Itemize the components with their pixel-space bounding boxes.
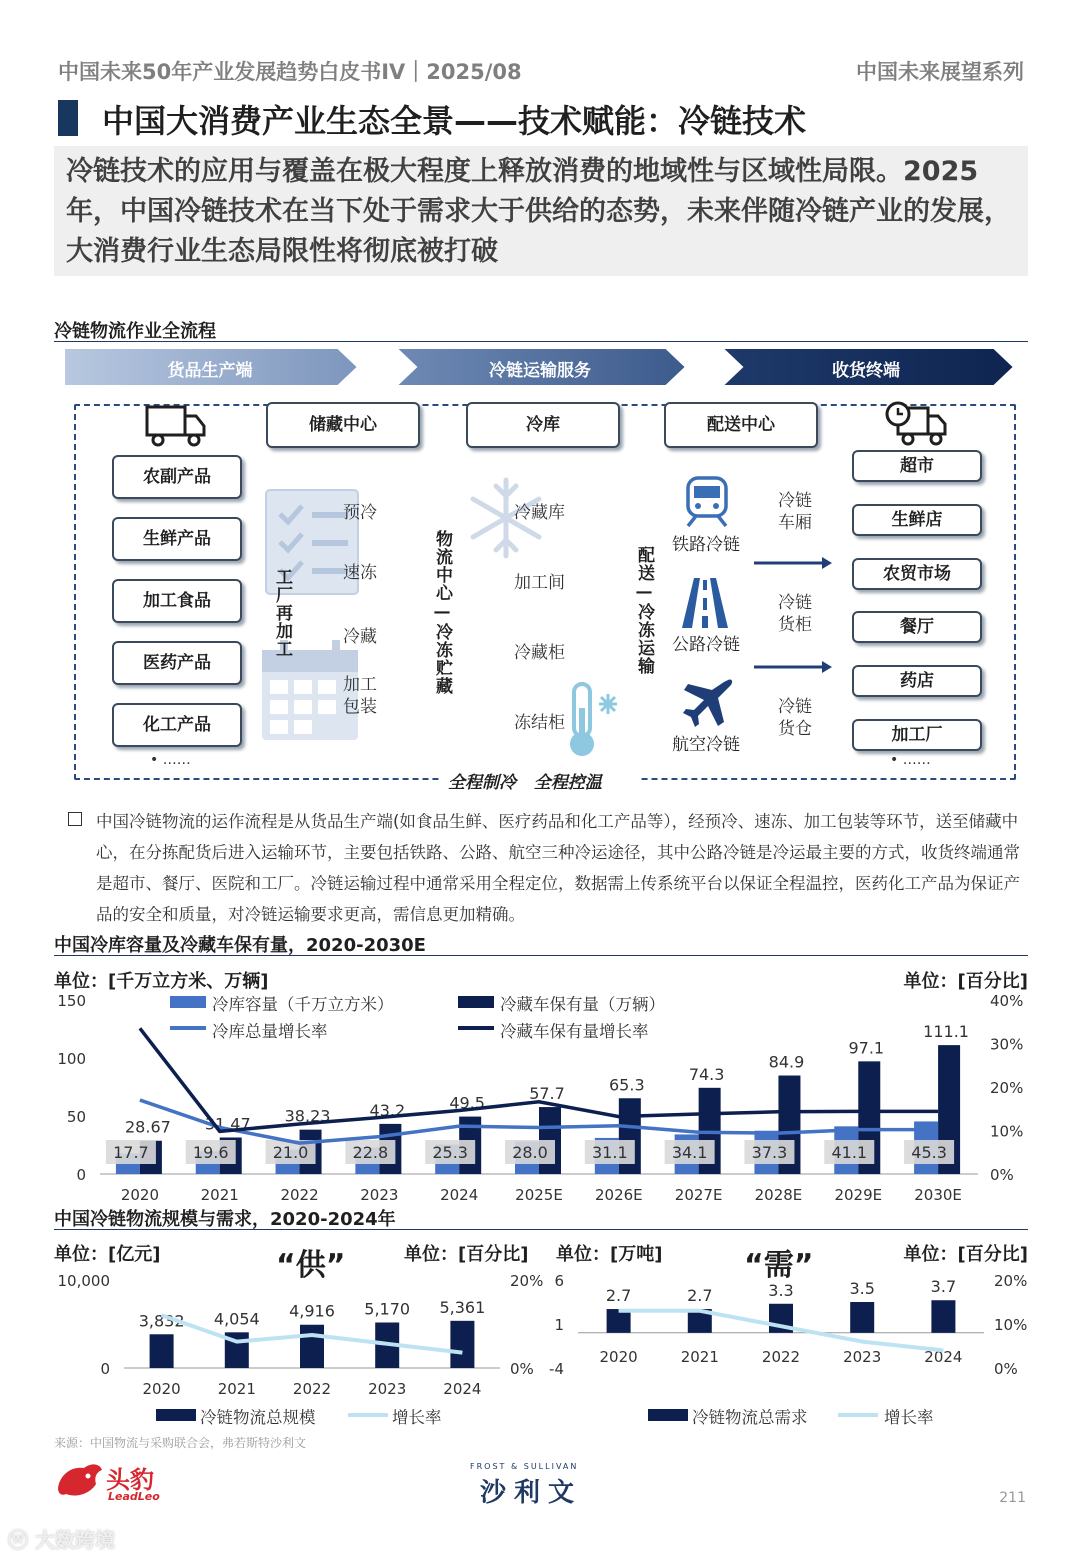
x-tick-label: 2023 [360, 1186, 399, 1204]
y2-tick-label: 0% [990, 1166, 1014, 1184]
terminal-item: 药店 [852, 665, 982, 697]
data-label-vehicles: 74.3 [688, 1064, 725, 1084]
data-label-vehicles: 65.3 [609, 1075, 645, 1095]
data-label: 2.7 [687, 1286, 713, 1306]
x-tick-label: 2025E [515, 1186, 563, 1204]
x-tick-label: 2023 [843, 1348, 882, 1366]
data-label: 4,916 [289, 1301, 335, 1321]
chart1-rule [54, 955, 1028, 956]
y2-tick-label: 0% [510, 1360, 534, 1378]
legend-swatch-supply-growth [348, 1413, 388, 1417]
x-tick-label: 2021 [680, 1348, 719, 1366]
y2-tick-label: 20% [990, 1079, 1024, 1097]
bar-value [850, 1302, 874, 1333]
y-tick-label: 100 [57, 1050, 86, 1068]
distribution-center-box: 配送中心 [664, 402, 818, 448]
y-tick-label: -4 [549, 1360, 564, 1378]
data-label-capacity: 25.3 [432, 1143, 468, 1162]
y2-tick-label: 10% [994, 1316, 1028, 1334]
frost-logo-sub: FROST & SULLIVAN [470, 1462, 579, 1471]
frost-logo: 沙利文 [480, 1478, 583, 1508]
data-label-capacity: 41.1 [831, 1143, 868, 1162]
data-label-capacity: 34.1 [671, 1143, 708, 1162]
x-tick-label: 2022 [280, 1186, 319, 1204]
y2-tick-label: 0% [994, 1360, 1018, 1378]
chart2-unit-right: 单位：[百分比] [404, 1244, 529, 1265]
data-label-vehicles: 97.1 [848, 1038, 885, 1058]
terminal-more: • …… [890, 752, 931, 768]
road-label: 公路冷链 [672, 635, 740, 655]
y-tick-label: 0 [100, 1360, 110, 1378]
x-tick-label: 2021 [217, 1380, 256, 1398]
terminal-item: 生鲜店 [852, 504, 982, 536]
producer-item: 加工食品 [112, 579, 242, 623]
terminal-item: 超市 [852, 450, 982, 482]
demand-label: “需” [744, 1248, 814, 1283]
flow-footer: 全程制冷 全程控温 [448, 773, 602, 793]
producer-item: 化工产品 [112, 703, 242, 747]
x-tick-label: 2020 [142, 1380, 181, 1398]
data-label-capacity: 21.0 [272, 1143, 309, 1162]
watermark: ⓦ 大数跨境 [8, 1528, 115, 1552]
road-icon [680, 576, 730, 630]
thermometer-icon [560, 680, 630, 760]
bar-value [450, 1321, 474, 1368]
hub-label: 物流中心—冷冻贮藏 [432, 530, 452, 695]
data-label-capacity: 37.3 [751, 1143, 788, 1162]
flow-description: 中国冷链物流的运作流程是从货品生产端(如食品生鲜、医疗药品和化工产品等），经预冷、速冻、加工包装等环节，送至储藏中心，在分拣配货后进入运输环节，主要包括铁路、公路、航空三种冷运途径，其中公路冷链是冷运最主要的方式，收货终端通常是超市、餐厅、医院和工厂。冷链运输过程中通常采用全程定位，数据需上传系统平台以保证全程温控，医药化工产品为保证产品的安全和质量，对冷链运输要求更高，需信息更加精确。 [96, 812, 1020, 924]
x-tick-label: 2024 [443, 1380, 482, 1398]
chart1-unit-right: 单位：[百分比] [903, 971, 1028, 992]
legend-supply: 冷链物流总规模 [200, 1408, 316, 1427]
bar-value [150, 1334, 174, 1368]
x-tick-label: 2022 [761, 1348, 801, 1366]
air-label: 航空冷链 [672, 735, 740, 755]
flow-arrows [752, 554, 836, 674]
rail-vehicle: 冷链车厢 [778, 491, 812, 533]
legend-swatch-supply [156, 1409, 196, 1421]
flow-section-title: 冷链物流作业全流程 [54, 321, 216, 342]
data-label-vehicles: 28.67 [125, 1117, 171, 1137]
terminal-item: 加工厂 [852, 719, 982, 751]
data-label-vehicles: 57.7 [529, 1084, 565, 1104]
x-tick-label: 2023 [368, 1380, 407, 1398]
y-tick-label: 10,000 [57, 1272, 110, 1290]
data-label-capacity: 28.0 [512, 1143, 548, 1162]
stage-producer: 货品生产端 [167, 361, 253, 381]
air-vehicle: 冷链货仓 [778, 697, 812, 739]
leadleo-logo: 头豹 [106, 1466, 154, 1494]
chart3-svg [540, 1270, 1080, 1400]
y-tick-label: 150 [57, 992, 86, 1010]
data-label-capacity: 22.8 [352, 1143, 389, 1162]
bar-value [300, 1325, 324, 1368]
x-tick-label: 2021 [200, 1186, 239, 1204]
chart1-svg [0, 986, 1080, 1208]
bullet-icon [68, 812, 82, 826]
data-label-capacity: 19.6 [192, 1143, 229, 1162]
legend-vehicles-growth: 冷藏车保有量增长率 [500, 1022, 649, 1041]
data-label: 5,170 [364, 1299, 411, 1319]
data-label: 2.7 [605, 1286, 632, 1306]
summary-text: 冷链技术的应用与覆盖在极大程度上释放消费的地域性与区域性局限。2025年，中国冷链技术在当下处于需求大于供给的态势，未来伴随冷链产业的发展，大消费行业生态局限性将彻底被打破 [66, 156, 1011, 267]
delivery-label: 配送—冷冻运输 [634, 546, 654, 675]
supply-label: “供” [276, 1248, 346, 1283]
y2-tick-label: 20% [510, 1272, 544, 1290]
terminal-item: 农贸市场 [852, 558, 982, 590]
data-label: 4,054 [213, 1309, 260, 1329]
legend-vehicles: 冷藏车保有量（万辆） [500, 995, 665, 1014]
x-tick-label: 2028E [754, 1186, 803, 1204]
page-number: 211 [999, 1490, 1026, 1506]
truck-icon [144, 404, 208, 448]
data-label-capacity: 17.7 [113, 1143, 149, 1162]
x-tick-label: 2024 [924, 1348, 963, 1366]
y2-tick-label: 30% [990, 1035, 1024, 1054]
data-label-vehicles: 31.47 [204, 1114, 251, 1134]
stage-transport: 冷链运输服务 [489, 361, 591, 381]
cold-storage-box: 冷库 [466, 402, 620, 448]
legend-demand-growth: 增长率 [884, 1408, 934, 1427]
y-tick-label: 0 [76, 1166, 86, 1184]
page-title: 中国大消费产业生态全景——技术赋能：冷链技术 [102, 102, 807, 140]
x-tick-label: 2020 [120, 1186, 160, 1204]
bar-value [931, 1300, 955, 1333]
chart2-rule [54, 1229, 1028, 1230]
legend-swatch-demand [648, 1409, 688, 1421]
factory-step: 预冷 [343, 503, 377, 523]
title-bar [58, 100, 78, 136]
flow-section-rule [54, 341, 1028, 342]
leadleo-logo-sub: LeadLeo [108, 1490, 160, 1503]
legend-capacity-growth: 冷库总量增长率 [212, 1022, 328, 1041]
legend-demand: 冷链物流总需求 [692, 1408, 808, 1427]
factory-step: 冷藏 [343, 627, 377, 647]
data-label-vehicles: 84.9 [768, 1052, 805, 1072]
y2-tick-label: 10% [990, 1122, 1024, 1141]
x-tick-label: 2024 [440, 1186, 479, 1204]
airplane-icon [680, 676, 736, 730]
data-label-vehicles: 43.2 [369, 1100, 406, 1120]
data-label: 3.5 [849, 1279, 875, 1298]
road-vehicle: 冷链货柜 [778, 593, 812, 635]
data-label-vehicles: 111.1 [923, 1022, 969, 1042]
x-tick-label: 2029E [834, 1186, 883, 1204]
factory-label: 工厂再加工 [272, 568, 292, 658]
chart1-title: 中国冷库容量及冷藏车保有量，2020-2030E [54, 935, 426, 956]
y2-tick-label: 20% [994, 1272, 1028, 1290]
data-label-vehicles: 38.23 [284, 1106, 331, 1126]
data-label: 5,361 [439, 1297, 486, 1317]
data-label-capacity: 31.1 [592, 1143, 628, 1162]
producer-item: 生鲜产品 [112, 517, 242, 561]
chart2-svg [0, 1270, 544, 1400]
leadleo-logo-icon [54, 1458, 104, 1502]
factory-step: 加工包装 [343, 675, 377, 717]
storage-center-box: 储藏中心 [266, 402, 420, 448]
producer-item: 农副产品 [112, 455, 242, 499]
chart2-unit-left: 单位：[亿元] [54, 1244, 161, 1265]
x-tick-label: 2030E [914, 1186, 962, 1204]
data-label: 3.3 [768, 1280, 794, 1300]
series-name: 中国未来展望系列 [856, 60, 1024, 84]
cold-storage-step: 冻结柜 [514, 713, 565, 733]
factory-step: 速冻 [343, 563, 377, 583]
legend-capacity: 冷库容量（千万立方米） [212, 995, 394, 1014]
x-tick-label: 2026E [594, 1186, 643, 1204]
source-note: 来源：中国物流与采购联合会，弗若斯特沙利文 [54, 1436, 307, 1450]
legend-supply-growth: 增长率 [392, 1408, 442, 1427]
cold-storage-step: 加工间 [514, 573, 565, 593]
delivery-truck-icon [884, 400, 948, 446]
y2-tick-label: 40% [990, 992, 1024, 1010]
data-label: 3,832 [138, 1311, 185, 1331]
watermark-icon: ⓦ [8, 1528, 35, 1552]
chart3-unit-right: 单位：[百分比] [903, 1244, 1028, 1265]
x-tick-label: 2022 [292, 1380, 332, 1398]
data-label: 3.7 [930, 1277, 957, 1297]
terminal-item: 餐厅 [852, 611, 982, 643]
train-icon [684, 472, 730, 528]
chart1-unit-left: 单位：[千万立方米、万辆] [54, 971, 269, 992]
legend-swatch-demand-growth [838, 1413, 878, 1417]
stage-terminal: 收货终端 [832, 361, 900, 381]
producer-item: 医药产品 [112, 641, 242, 685]
y-tick-label: 1 [554, 1316, 564, 1334]
x-tick-label: 2027E [674, 1186, 723, 1204]
data-label-capacity: 45.3 [911, 1143, 947, 1162]
rail-label: 铁路冷链 [672, 535, 740, 555]
chart3-unit-left: 单位：[万吨] [556, 1244, 663, 1265]
x-tick-label: 2020 [599, 1348, 638, 1366]
y-tick-label: 6 [554, 1272, 564, 1290]
cold-storage-step: 冷藏柜 [514, 643, 565, 663]
cold-storage-step: 冷藏库 [514, 503, 565, 523]
producer-more: • …… [150, 752, 191, 768]
chart2-title: 中国冷链物流规模与需求，2020-2024年 [54, 1209, 396, 1230]
report-title: 中国未来50年产业发展趋势白皮书IV｜2025/08 [58, 60, 522, 84]
y-tick-label: 50 [66, 1108, 86, 1126]
data-label-vehicles: 49.5 [449, 1093, 485, 1113]
